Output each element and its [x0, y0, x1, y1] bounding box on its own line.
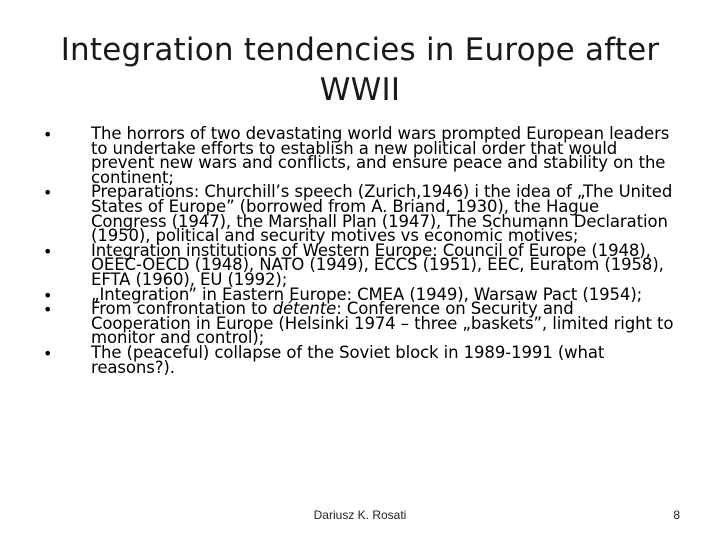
- bullet-text: The horrors of two devastating world wars prompted European leaders to undertake efforts to establish a new political order that would prevent new wars and conflicts, and ensure peace and stability on the continent;: [91, 124, 670, 187]
- bullet-dot-icon: •: [43, 285, 53, 305]
- bullet-text: Preparations: Churchill’s speech (Zurich,1946) i the idea of „The United States of Europe” (borrowed from A. Briand, 1930), the Hague Congress (1947), the Marshall Plan (1947), The Schumann Declaration (1950), political and security motives vs economic motives;: [91, 182, 673, 246]
- bullet-text-part: : Conference on Security and Cooperation in Europe (Helsinki 1974 – three „baskets”, limited right to monitor and control);: [91, 299, 674, 348]
- bullet-text-emphasis: détente: [272, 299, 337, 319]
- bullet-item: [0, 342, 720, 377]
- bullet-dot-icon: •: [43, 241, 53, 261]
- bullet-item: [0, 124, 720, 187]
- bullet-dot-icon: •: [43, 300, 53, 320]
- bullet-list: [0, 124, 720, 377]
- footer-author: Dariusz K. Rosati: [313, 508, 407, 522]
- bullet-item: [0, 240, 720, 289]
- bullet-text: „Integration” in Eastern Europe: CMEA (1949), Warsaw Pact (1954);: [91, 284, 643, 304]
- bullet-text: The (peaceful) collapse of the Soviet block in 1989-1991 (what reasons?).: [91, 342, 605, 377]
- bullet-dot-icon: •: [43, 125, 53, 144]
- bullet-item: [0, 182, 720, 246]
- page-number: 8: [673, 508, 680, 522]
- slide-title: Integration tendencies in Europe after WWII: [60, 32, 660, 108]
- bullet-dot-icon: •: [43, 343, 53, 363]
- bullet-item: [0, 299, 720, 348]
- bullet-dot-icon: •: [43, 183, 53, 203]
- bullet-text: Integration institutions of Western Europe: Council of Europe (1948), OEEC-OECD (1948), NATO (1949), ECCS (1951), EEC, Euratom (1958), EFTA (1960), EU (1992);: [91, 240, 664, 289]
- bullet-text: [91, 299, 676, 348]
- bullet-text-part: From confrontation to: [91, 299, 273, 319]
